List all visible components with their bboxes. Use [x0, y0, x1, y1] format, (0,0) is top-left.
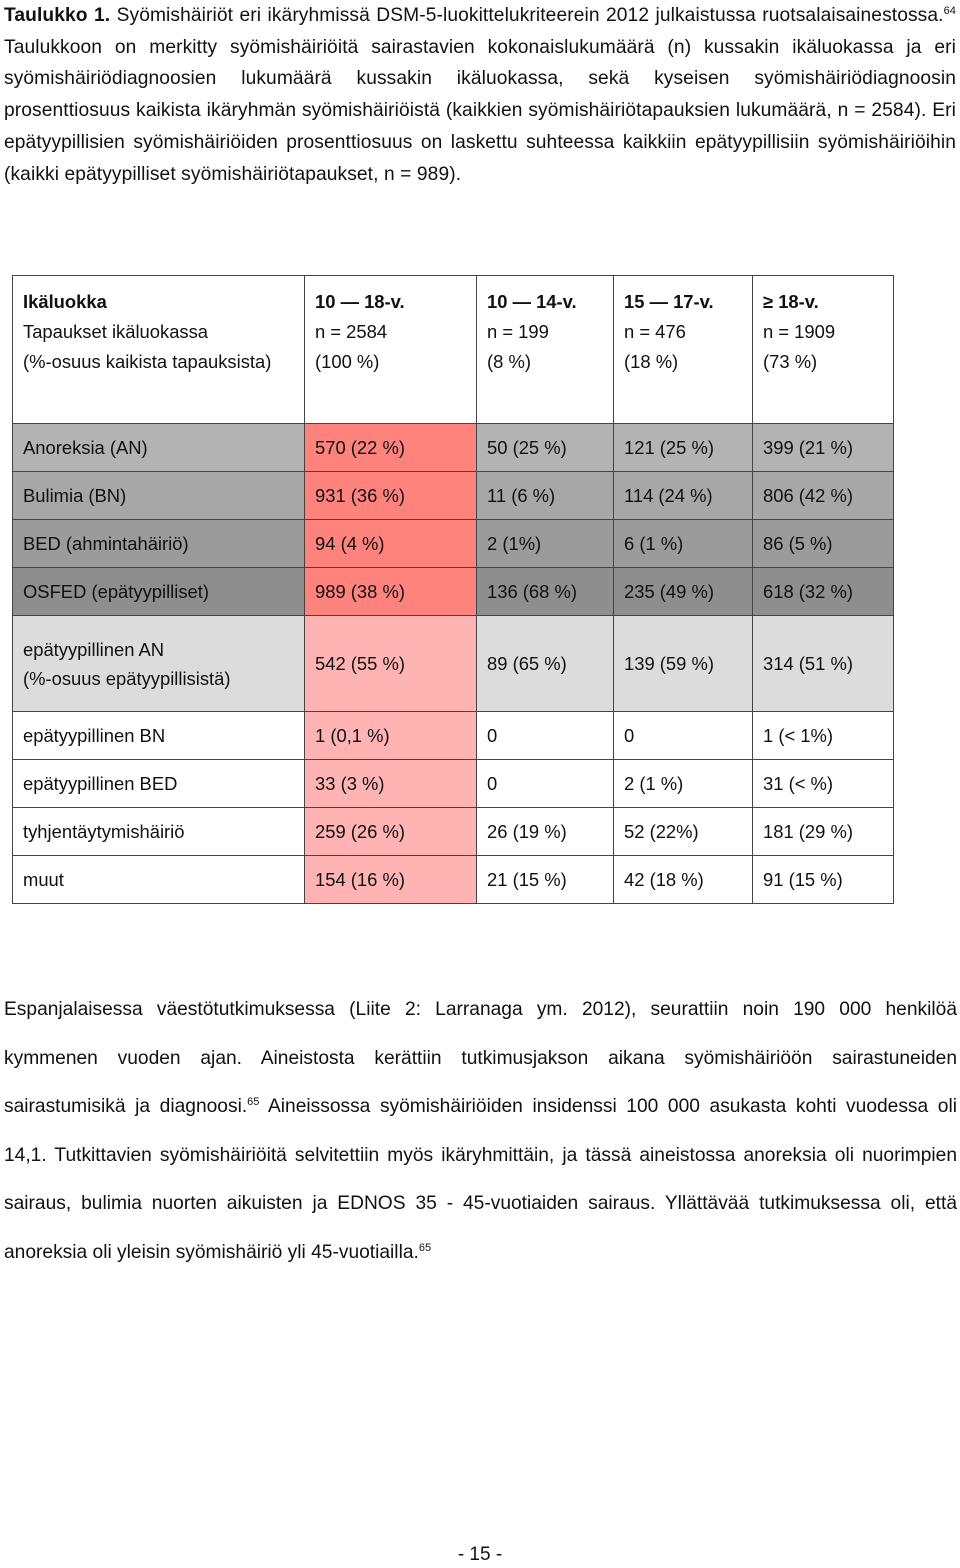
- table-row: [13, 568, 894, 616]
- table-cell: 0: [477, 760, 614, 808]
- row-label-line: epätyypillinen AN: [23, 638, 165, 660]
- table-cell: 989 (38 %): [305, 568, 477, 616]
- table-cell: 0: [614, 712, 753, 760]
- age-group-n: n = 1909: [763, 321, 836, 342]
- table-cell: 181 (29 %): [753, 808, 894, 856]
- body-text-part: Espanjalaisessa väestötutkimuksessa (Liite 2: Larranaga ym. 2012), seurattiin noin 190 000 henkilöä kymmenen vuoden ajan. Aineistosta kerättiin tutkimusjakson aikana syömishäiriöön sairastuneiden sairastumisikä ja diagnoosi.: [4, 999, 957, 1118]
- table-row: [13, 712, 894, 760]
- table-cell: 94 (4 %): [305, 520, 477, 568]
- body-reference: 65: [418, 1241, 432, 1254]
- table-row: [13, 856, 894, 904]
- table-cell: 21 (15 %): [477, 856, 614, 904]
- header-title: Ikäluokka: [23, 291, 107, 312]
- age-group-n: n = 476: [624, 321, 686, 342]
- table-cell: 570 (22 %): [305, 424, 477, 472]
- header-age-group: [477, 276, 614, 424]
- age-group-pct: (100 %): [315, 351, 380, 372]
- table-cell: 114 (24 %): [614, 472, 753, 520]
- table-cell: 2 (1%): [477, 520, 614, 568]
- table-cell: 139 (59 %): [614, 616, 753, 712]
- table-cell: 121 (25 %): [614, 424, 753, 472]
- table-row: [13, 808, 894, 856]
- age-group-n: n = 2584: [315, 321, 388, 342]
- body-text-part: Aineissossa syömishäiriöiden insidenssi 100 000 asukasta kohti vuodessa oli 14,1. Tutkittavien syömishäiriöitä selvitettiin myös ikäryhmittäin, ja tässä aineistossa anoreksia oli nuorimpien sairaus, bulimia nuorten aikuisten ja EDNOS 35 - 45-vuotiaiden sairaus. Yllättävää tutkimuksessa oli, että anoreksia oli yleisin syömishäiriö yli 45-vuotiailla.: [4, 1096, 957, 1263]
- table-cell: 11 (6 %): [477, 472, 614, 520]
- table-cell: 154 (16 %): [305, 856, 477, 904]
- table-row: [13, 616, 894, 712]
- caption-reference: 64: [943, 5, 956, 17]
- header-note: (%-osuus kaikista tapauksista): [23, 351, 272, 372]
- table-cell: 52 (22%): [614, 808, 753, 856]
- table-cell: 542 (55 %): [305, 616, 477, 712]
- header-age-group: [614, 276, 753, 424]
- table-cell: 86 (5 %): [753, 520, 894, 568]
- header-label-cell: [13, 276, 305, 424]
- table-cell: 931 (36 %): [305, 472, 477, 520]
- table-cell: 1 (0,1 %): [305, 712, 477, 760]
- table-cell: 235 (49 %): [614, 568, 753, 616]
- header-age-group: [305, 276, 477, 424]
- table-cell: 399 (21 %): [753, 424, 894, 472]
- table-cell: 0: [477, 712, 614, 760]
- header-subtitle: Tapaukset ikäluokassa: [23, 321, 209, 342]
- row-label: epätyypillinen BED: [13, 760, 305, 808]
- header-age-group: [753, 276, 894, 424]
- table-cell: 26 (19 %): [477, 808, 614, 856]
- table-cell: 314 (51 %): [753, 616, 894, 712]
- age-group-title: 10 — 14-v.: [487, 291, 577, 312]
- table-cell: 33 (3 %): [305, 760, 477, 808]
- table-row: [13, 520, 894, 568]
- table-caption: [4, 0, 956, 190]
- table-cell: 1 (< 1%): [753, 712, 894, 760]
- table-cell: 6 (1 %): [614, 520, 753, 568]
- row-label: tyhjentäytymishäiriö: [13, 808, 305, 856]
- table-cell: 91 (15 %): [753, 856, 894, 904]
- body-reference: 65: [247, 1096, 260, 1109]
- row-label-note: (%-osuus epätyypillisistä): [23, 667, 231, 689]
- table-cell: 618 (32 %): [753, 568, 894, 616]
- table-row: [13, 424, 894, 472]
- caption-description: Taulukkoon on merkitty syömishäiriöitä sairastavien kokonaislukumäärä (n) kussakin ikäluokassa ja eri syömishäiriödiagnoosien lukumäärä kussakin ikäluokassa, sekä kyseisen syömishäiriödiagnoosin prosenttiosuus kaikista ikäryhmän syömishäiriöistä (kaikkien syömishäiriötapauksien lukumäärä, n = 2584). Eri epätyypillisien syömishäiriöiden prosenttiosuus on laskettu suhteessa kaikkiin epätyypillisiin syömishäiriöihin (kaikki epätyypilliset syömishäiriötapaukset, n = 989).: [4, 36, 956, 185]
- table-cell: 89 (65 %): [477, 616, 614, 712]
- table-cell: 50 (25 %): [477, 424, 614, 472]
- age-group-n: n = 199: [487, 321, 549, 342]
- row-label: epätyypillinen BN: [13, 712, 305, 760]
- age-group-pct: (73 %): [763, 351, 818, 372]
- table-header-row: [13, 276, 894, 424]
- age-group-pct: (18 %): [624, 351, 679, 372]
- age-group-title: 15 — 17-v.: [624, 291, 714, 312]
- caption-label: Taulukko 1.: [4, 5, 111, 26]
- row-label: [13, 616, 305, 712]
- row-label: muut: [13, 856, 305, 904]
- body-paragraph: [4, 986, 957, 1278]
- row-label: BED (ahmintahäiriö): [13, 520, 305, 568]
- table-row: [13, 472, 894, 520]
- table-cell: 806 (42 %): [753, 472, 894, 520]
- age-group-title: ≥ 18-v.: [763, 291, 819, 312]
- table-cell: 259 (26 %): [305, 808, 477, 856]
- row-label: Bulimia (BN): [13, 472, 305, 520]
- row-label: OSFED (epätyypilliset): [13, 568, 305, 616]
- row-label: Anoreksia (AN): [13, 424, 305, 472]
- age-group-title: 10 — 18-v.: [315, 291, 405, 312]
- table-cell: 31 (< %): [753, 760, 894, 808]
- eating-disorders-table: [12, 275, 894, 904]
- table-row: [13, 760, 894, 808]
- table-cell: 2 (1 %): [614, 760, 753, 808]
- table-cell: 42 (18 %): [614, 856, 753, 904]
- caption-title: Syömishäiriöt eri ikäryhmissä DSM-5-luokittelukriteerein 2012 julkaistussa ruotsalaisainestossa.: [116, 5, 944, 26]
- table-cell: 136 (68 %): [477, 568, 614, 616]
- age-group-pct: (8 %): [487, 351, 531, 372]
- page-number: - 15 -: [457, 1544, 503, 1565]
